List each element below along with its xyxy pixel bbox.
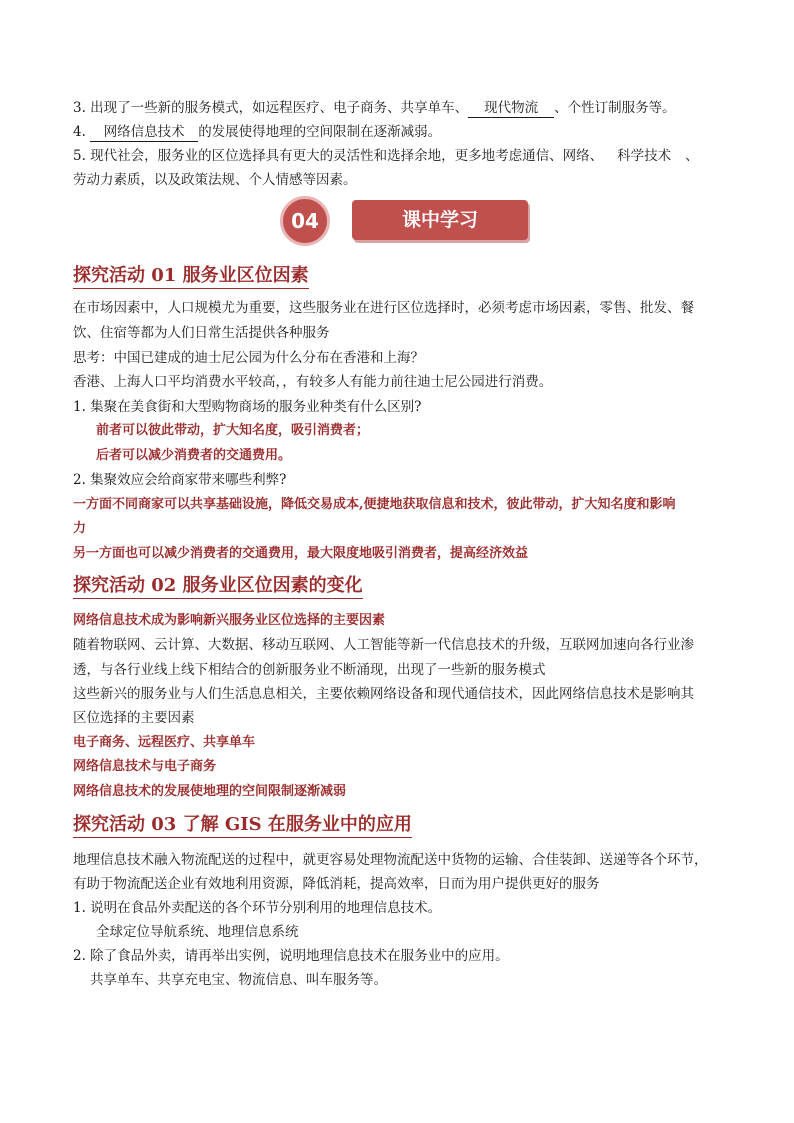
answer-1b: 后者可以减少消费者的交通费用。: [96, 448, 292, 463]
question-1: 1. 集聚在美食街和大型购物商场的服务业种类有什么区别?: [73, 399, 422, 415]
paragraph: 地理信息技术融入物流配送的过程中，就更容易处理物流配送中货物的运输、合佳装卸、送递等各个环节，: [73, 852, 708, 868]
section-label: 课中学习: [352, 200, 528, 240]
answer-2a-cont: 力: [73, 521, 87, 536]
text: 、: [685, 148, 699, 164]
answer-1: 全球定位导航系统、地理信息系统: [96, 924, 299, 940]
activity-3-title: 探究活动 03 了解 GIS 在服务业中的应用: [73, 814, 412, 838]
paragraph: 饮、住宿等都为人们日常生活提供各种服务: [73, 325, 330, 341]
question-2: 2. 除了食品外卖，请再举出实例，说明地理信息技术在服务业中的应用。: [73, 948, 509, 964]
think-answer: 香港、上海人口平均消费水平较高，，有较多人有能力前往迪士尼公园进行消费。: [73, 374, 553, 390]
paragraph: 在市场因素中，人口规模尤为重要，这些服务业在进行区位选择时，必须考虑市场因素，零售、批发、餐: [73, 300, 694, 316]
paragraph: 透，与各行业线上线下相结合的创新服务业不断涌现，出现了一些新的服务模式: [73, 662, 546, 678]
answer-2: 共享单车、共享充电宝、物流信息、叫车服务等。: [90, 972, 387, 988]
activity-2-title: 探究活动 02 服务业区位因素的变化: [73, 575, 363, 599]
text: 5. 现代社会，服务业的区位选择具有更大的灵活性和选择余地，更多地考虑通信、网络、: [73, 148, 604, 164]
text: 3. 出现了一些新的服务模式，如远程医疗、电子商务、共享单车、: [73, 100, 469, 116]
question-2: 2. 集聚效应会给商家带来哪些利弊?: [73, 472, 287, 488]
fill-blank: 网络信息技术: [90, 123, 198, 142]
intro-line-6: 劳动力素质，以及政策法规、个人情感等因素。: [73, 172, 357, 188]
answer-line: 网络信息技术成为影响新兴服务业区位选择的主要因素: [73, 613, 386, 628]
answer-2a: 一方面不同商家可以共享基础设施，降低交易成本,便捷地获取信息和技术，彼此带动，扩大知名度和影响: [73, 497, 676, 512]
paragraph: 这些新兴的服务业与人们生活息息相关，主要依赖网络设备和现代通信技术，因此网络信息技术是影响其: [73, 686, 694, 702]
fill-blank: 现代物流: [468, 99, 554, 118]
activity-1-title: 探究活动 01 服务业区位因素: [73, 265, 309, 289]
paragraph: 有助于物流配送企业有效地利用资源，降低消耗，提高效率，日而为用户提供更好的服务: [73, 876, 600, 892]
answer-2b: 另一方面也可以减少消费者的交通费用，最大限度地吸引消费者，提高经济效益: [73, 546, 529, 561]
answer-1a: 前者可以彼此带动，扩大知名度，吸引消费者；: [96, 423, 370, 438]
answer-line: 电子商务、远程医疗、共享单车: [73, 735, 256, 750]
intro-line-5: [73, 147, 723, 165]
fill-blank: 科学技术: [617, 148, 672, 164]
text: 的发展使得地理的空间限制在逐渐减弱。: [198, 124, 442, 140]
section-number-badge: 04: [280, 196, 330, 246]
think-question: 思考：中国已建成的迪士尼公园为什么分布在香港和上海？: [73, 350, 424, 366]
answer-line: 网络信息技术的发展使地理的空间限制逐渐减弱: [73, 784, 347, 799]
paragraph: 随着物联网、云计算、大数据、移动互联网、人工智能等新一代信息技术的升级，互联网加速向各行业渗: [73, 637, 694, 653]
question-1: 1. 说明在食品外卖配送的各个环节分别利用的地理信息技术。: [73, 900, 442, 916]
text: 、个性订制服务等。: [554, 100, 676, 116]
intro-line-4: [73, 123, 723, 142]
intro-line-3: [73, 99, 723, 118]
answer-line: 网络信息技术与电子商务: [73, 759, 217, 774]
section-banner: [280, 196, 530, 248]
paragraph: 区位选择的主要因素: [73, 710, 195, 726]
text: 4.: [73, 124, 86, 140]
